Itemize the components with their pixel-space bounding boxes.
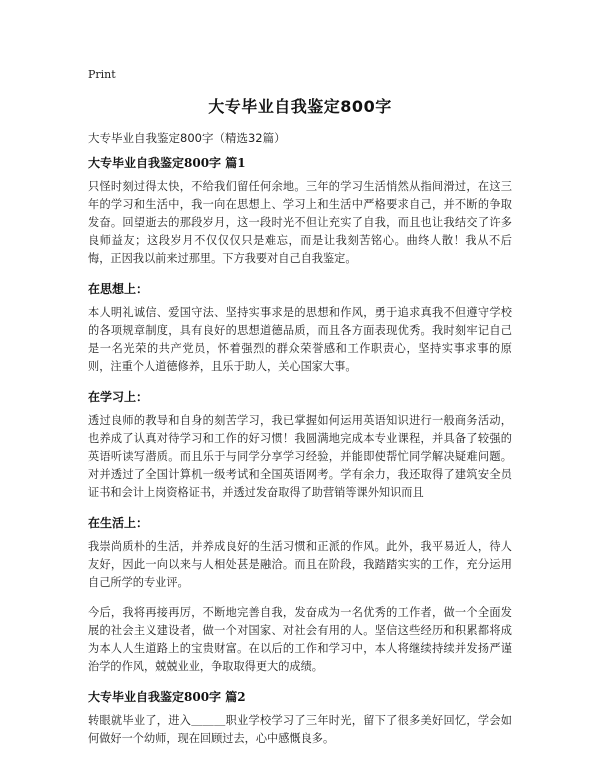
- section-heading-2: 大专毕业自我鉴定800字 篇2: [88, 690, 246, 704]
- page-title: 大专毕业自我鉴定800字: [208, 97, 392, 116]
- section-paragraph-study: 透过良师的教导和自身的刻苦学习，我已掌握如何运用英语知识进行一般商务活动，也养成了认真对待学习和工作的好习惯！我圆满地完成本专业课程，并具备了较强的英语听读写潜质。而且乐于与同学分享学习经验，并能即使帮忙同学解决疑难问题。对并透过了全国计算机一级考试和全国英语网考。学有余力，我还取得了建筑安全员证书和会计上岗资格证书，并透过发奋取得了助营销等课外知识而且: [88, 414, 512, 499]
- document-body: [88, 130, 512, 760]
- section-paragraph-2: 转眼就毕业了，进入＿＿＿职业学校学习了三年时光，留下了很多美好回忆，学会如何做好一个幼师，现在回顾过去，心中感慨良多。: [88, 714, 512, 745]
- print-label[interactable]: Print: [88, 68, 116, 81]
- section-paragraph-life: 我崇尚质朴的生活，并养成良好的生活习惯和正派的作风。此外，我平易近人，待人友好，因此一向以来与人相处甚是融洽。而且在阶段，我踏踏实实的工作，充分运用自己所学的专业评。: [88, 540, 512, 589]
- section-paragraph-thought: 本人明礼诚信、爱国守法、坚持实事求是的思想和作风，勇于追求真我不但遵守学校的各项规章制度，具有良好的思想道德品质，而且各方面表现优秀。我时刻牢记自己是一名光荣的共产党员，怀着强烈的群众荣誉感和工作职责心，坚持实事求事的原则，注重个人道德修养，且乐于助人，关心国家大事。: [88, 306, 512, 373]
- document-subtitle: 大专毕业自我鉴定800字（精选32篇）: [88, 131, 286, 145]
- section-paragraph-future: 今后，我将再接再厉，不断地完善自我，发奋成为一名优秀的工作者，做一个全面发展的社会主义建设者，做一个对国家、对社会有用的人。坚信这些经历和积累都将成为本人人生道路上的宝贵财富。在以后的工作和学习中，本人将继续持续并发扬严谨治学的作风，兢兢业业，争取取得更大的成绩。: [88, 606, 512, 673]
- section-heading-thought: 在思想上：: [88, 282, 149, 296]
- section-heading-study: 在学习上：: [88, 390, 149, 404]
- section-heading-1: 大专毕业自我鉴定800字 篇1: [88, 156, 246, 170]
- section-paragraph-1: 只怪时刻过得太快，不给我们留任何余地。三年的学习生活悄然从指间滑过，在这三年的学习和生活中，我一向在思想上、学习上和生活中严格要求自己，并不断的争取发奋。回望逝去的那段岁月，这一段时光不但让充实了自我，而且也让我结交了许多良师益友；这段岁月不仅仅仅只是难忘，而是让我刻苦铭心。曲终人散！我从不后悔，正因我以前来过那里。下方我要对自己自我鉴定。: [88, 180, 512, 265]
- section-heading-life: 在生活上：: [88, 516, 149, 530]
